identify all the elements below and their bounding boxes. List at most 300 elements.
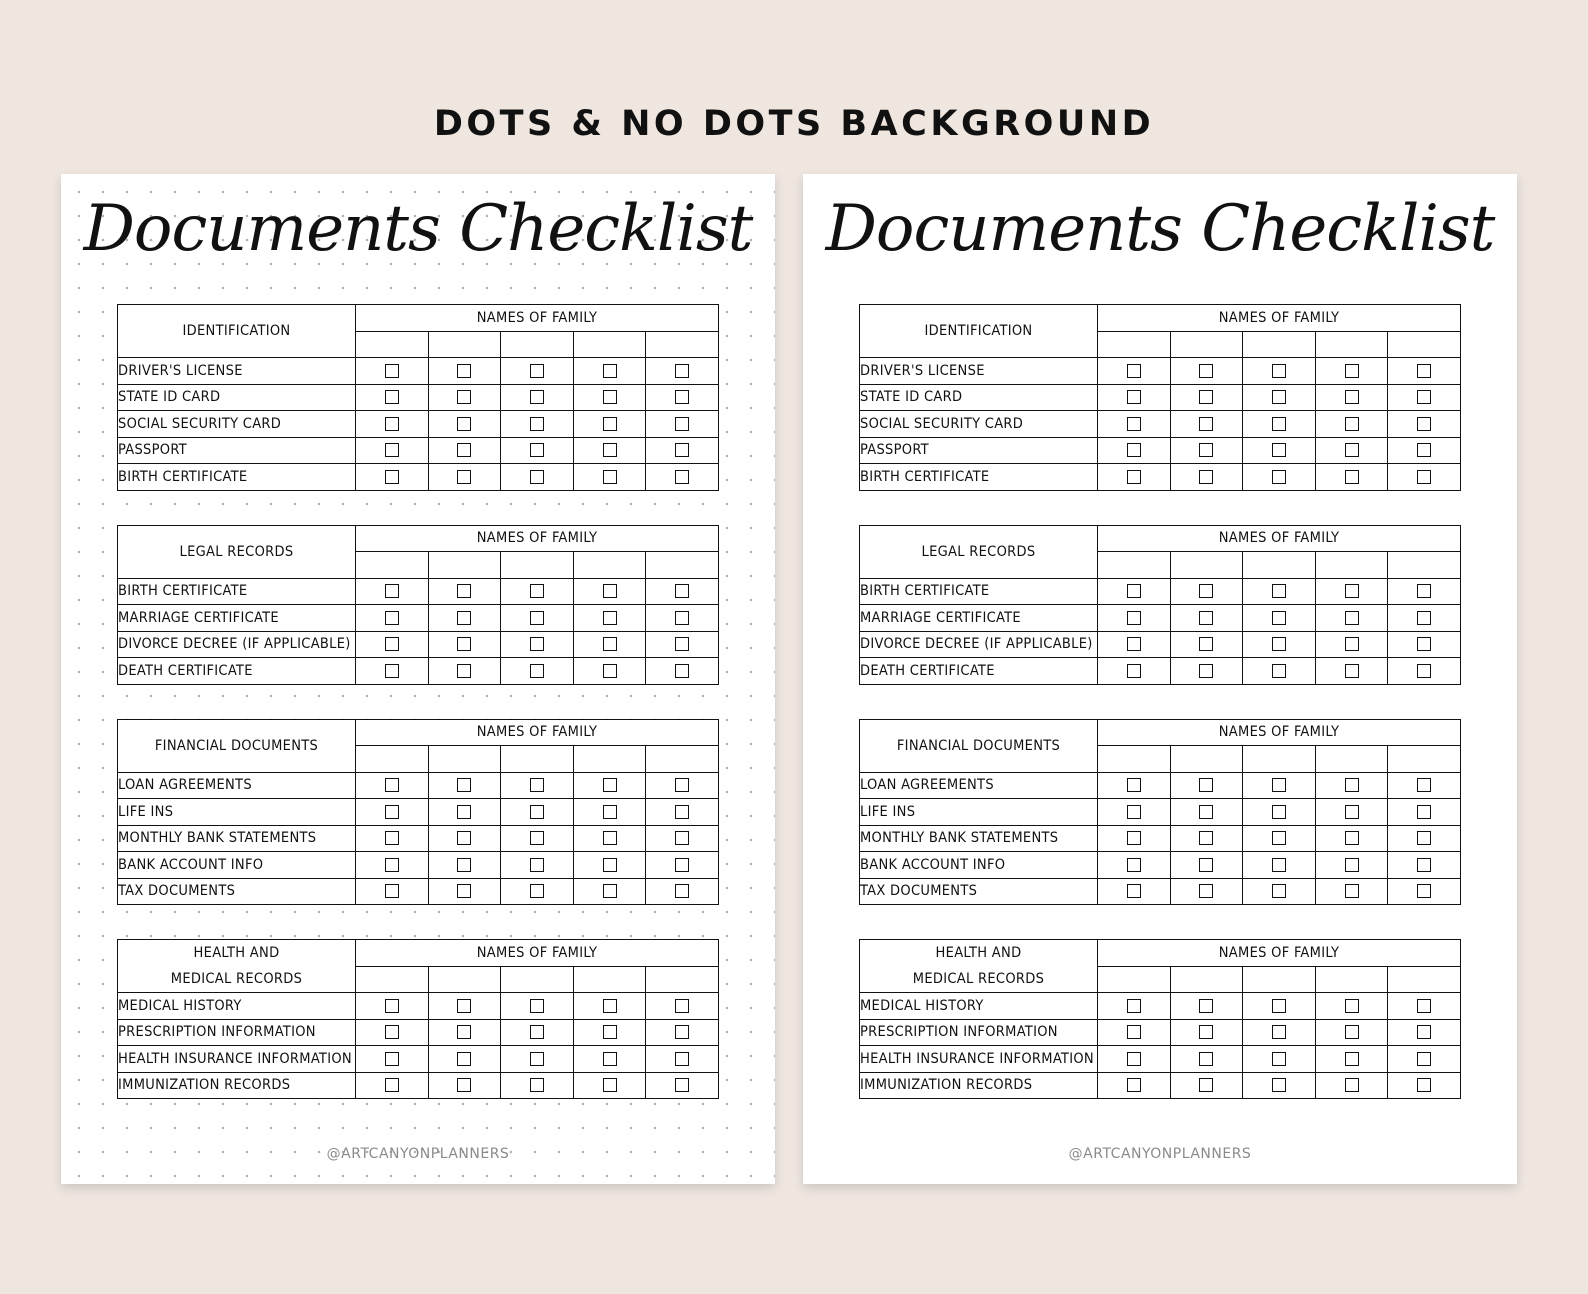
checkbox[interactable]	[385, 778, 399, 792]
checkbox[interactable]	[530, 664, 544, 678]
checkbox-cell	[1243, 658, 1316, 685]
checkbox-cell	[1170, 411, 1243, 438]
checkbox[interactable]	[675, 417, 689, 431]
checkbox-cell	[1170, 825, 1243, 852]
family-name-slot[interactable]	[1315, 552, 1388, 579]
checkbox[interactable]	[1417, 443, 1431, 457]
checkbox[interactable]	[1199, 664, 1213, 678]
checkbox[interactable]	[1199, 858, 1213, 872]
table-row	[118, 1019, 719, 1046]
checkbox[interactable]	[675, 831, 689, 845]
checkbox[interactable]	[1417, 611, 1431, 625]
checkbox[interactable]	[1345, 778, 1359, 792]
checkbox[interactable]	[385, 1052, 399, 1066]
checkbox-cell	[356, 411, 429, 438]
checkbox[interactable]	[603, 1052, 617, 1066]
checkbox[interactable]	[1272, 831, 1286, 845]
checkbox[interactable]	[1345, 611, 1359, 625]
checkbox[interactable]	[385, 470, 399, 484]
checkbox[interactable]	[1199, 1025, 1213, 1039]
checkbox[interactable]	[457, 470, 471, 484]
family-name-slot[interactable]	[573, 746, 646, 773]
checkbox-cell	[573, 1019, 646, 1046]
checkbox[interactable]	[1345, 443, 1359, 457]
checkbox[interactable]	[530, 637, 544, 651]
checkbox[interactable]	[530, 417, 544, 431]
checkbox[interactable]	[1345, 584, 1359, 598]
checkbox[interactable]	[1127, 417, 1141, 431]
checkbox-cell	[1170, 993, 1243, 1020]
checkbox[interactable]	[385, 805, 399, 819]
family-name-slot[interactable]	[646, 552, 719, 579]
checkbox-cell	[573, 878, 646, 905]
checkbox[interactable]	[603, 664, 617, 678]
checkbox[interactable]	[385, 390, 399, 404]
checkbox[interactable]	[1417, 1078, 1431, 1092]
checkbox-cell	[1315, 1072, 1388, 1099]
checkbox[interactable]	[1199, 999, 1213, 1013]
checkbox-cell	[1243, 631, 1316, 658]
checkbox[interactable]	[675, 1025, 689, 1039]
checkbox[interactable]	[1199, 584, 1213, 598]
family-name-slot[interactable]	[1098, 966, 1171, 993]
checkbox-cell	[573, 852, 646, 879]
family-name-slot[interactable]	[1315, 746, 1388, 773]
checkbox[interactable]	[457, 778, 471, 792]
family-name-slot[interactable]	[1388, 331, 1461, 358]
checkbox[interactable]	[385, 584, 399, 598]
checkbox[interactable]	[603, 611, 617, 625]
family-name-slot[interactable]	[1243, 331, 1316, 358]
checkbox[interactable]	[457, 1025, 471, 1039]
family-name-slot[interactable]	[573, 966, 646, 993]
checkbox[interactable]	[675, 611, 689, 625]
checkbox-cell	[573, 411, 646, 438]
family-name-slot[interactable]	[1243, 552, 1316, 579]
table-row	[860, 631, 1461, 658]
checkbox-cell	[1315, 1019, 1388, 1046]
checkbox[interactable]	[457, 831, 471, 845]
checkbox[interactable]	[1199, 417, 1213, 431]
checkbox[interactable]	[603, 584, 617, 598]
checkbox-cell	[1243, 852, 1316, 879]
family-name-slot[interactable]	[501, 966, 574, 993]
table-row	[860, 578, 1461, 605]
document-item-label: BIRTH CERTIFICATE	[118, 464, 356, 491]
checkbox[interactable]	[457, 999, 471, 1013]
checkbox[interactable]	[1127, 805, 1141, 819]
checkbox-cell	[573, 1072, 646, 1099]
checkbox-cell	[501, 799, 574, 826]
checkbox[interactable]	[1127, 884, 1141, 898]
checkbox[interactable]	[1127, 364, 1141, 378]
checkbox-cell	[1170, 437, 1243, 464]
checkbox[interactable]	[1417, 364, 1431, 378]
checkbox[interactable]	[385, 443, 399, 457]
checkbox-cell	[1098, 878, 1171, 905]
checkbox[interactable]	[1127, 664, 1141, 678]
document-item-label: TAX DOCUMENTS	[118, 878, 356, 905]
checkbox[interactable]	[1417, 470, 1431, 484]
family-name-slot[interactable]	[1388, 746, 1461, 773]
checkbox[interactable]	[530, 778, 544, 792]
checkbox[interactable]	[1272, 999, 1286, 1013]
family-name-slot[interactable]	[1243, 746, 1316, 773]
document-item-label: STATE ID CARD	[860, 384, 1098, 411]
table-row	[118, 658, 719, 685]
checkbox-cell	[356, 384, 429, 411]
checkbox-cell	[1098, 1046, 1171, 1073]
checkbox[interactable]	[1272, 417, 1286, 431]
checkbox[interactable]	[675, 584, 689, 598]
table-row	[118, 878, 719, 905]
checkbox-cell	[1170, 878, 1243, 905]
checkbox[interactable]	[1345, 1025, 1359, 1039]
checkbox[interactable]	[1199, 805, 1213, 819]
checkbox[interactable]	[1199, 1078, 1213, 1092]
checkbox-cell	[1098, 358, 1171, 385]
checkbox[interactable]	[603, 390, 617, 404]
family-name-slot[interactable]	[1098, 552, 1171, 579]
checkbox[interactable]	[530, 364, 544, 378]
checkbox[interactable]	[1272, 470, 1286, 484]
checkbox[interactable]	[457, 417, 471, 431]
checkbox[interactable]	[1127, 778, 1141, 792]
checkbox[interactable]	[603, 805, 617, 819]
checkbox[interactable]	[457, 884, 471, 898]
checkbox[interactable]	[1345, 417, 1359, 431]
family-name-slot[interactable]	[1170, 966, 1243, 993]
checkbox[interactable]	[1272, 778, 1286, 792]
checkbox[interactable]	[603, 831, 617, 845]
checkbox[interactable]	[1345, 999, 1359, 1013]
checkbox[interactable]	[1127, 1025, 1141, 1039]
checkbox-cell	[573, 358, 646, 385]
checkbox[interactable]	[1417, 831, 1431, 845]
names-of-family-header: NAMES OF FAMILY	[356, 525, 719, 552]
checkbox[interactable]	[1272, 858, 1286, 872]
checkbox[interactable]	[675, 858, 689, 872]
checkbox[interactable]	[457, 858, 471, 872]
checkbox[interactable]	[1417, 664, 1431, 678]
checkbox[interactable]	[603, 364, 617, 378]
checkbox-cell	[1098, 1019, 1171, 1046]
checkbox[interactable]	[1199, 1052, 1213, 1066]
checkbox[interactable]	[1272, 364, 1286, 378]
checkbox[interactable]	[1272, 1025, 1286, 1039]
checkbox[interactable]	[385, 611, 399, 625]
checkbox[interactable]	[1272, 1052, 1286, 1066]
checkbox[interactable]	[1199, 443, 1213, 457]
checkbox[interactable]	[603, 417, 617, 431]
checkbox[interactable]	[1417, 999, 1431, 1013]
checkbox-cell	[1170, 384, 1243, 411]
family-name-slot[interactable]	[1315, 331, 1388, 358]
checkbox[interactable]	[1272, 1078, 1286, 1092]
names-of-family-header: NAMES OF FAMILY	[356, 940, 719, 967]
checkbox[interactable]	[603, 858, 617, 872]
family-name-slot[interactable]	[646, 966, 719, 993]
checkbox[interactable]	[530, 1025, 544, 1039]
checkbox-cell	[1098, 658, 1171, 685]
checkbox[interactable]	[1417, 1025, 1431, 1039]
checkbox-cell	[428, 578, 501, 605]
checkbox[interactable]	[675, 443, 689, 457]
checkbox[interactable]	[603, 637, 617, 651]
checkbox-cell	[1388, 437, 1461, 464]
checkbox[interactable]	[1345, 390, 1359, 404]
family-name-slot[interactable]	[573, 552, 646, 579]
checkbox[interactable]	[1127, 611, 1141, 625]
checkbox-cell	[356, 852, 429, 879]
family-name-slot[interactable]	[573, 331, 646, 358]
checkbox[interactable]	[1345, 1052, 1359, 1066]
checkbox-cell	[573, 437, 646, 464]
checkbox[interactable]	[1417, 858, 1431, 872]
checkbox[interactable]	[1345, 805, 1359, 819]
checkbox[interactable]	[1127, 390, 1141, 404]
checkbox[interactable]	[1417, 805, 1431, 819]
checkbox[interactable]	[1127, 1052, 1141, 1066]
checkbox[interactable]	[530, 470, 544, 484]
family-name-slot[interactable]	[646, 331, 719, 358]
checkbox[interactable]	[530, 999, 544, 1013]
family-name-slot[interactable]	[1170, 746, 1243, 773]
checkbox[interactable]	[1272, 584, 1286, 598]
checkbox[interactable]	[530, 390, 544, 404]
checkbox[interactable]	[675, 805, 689, 819]
checkbox[interactable]	[530, 584, 544, 598]
checkbox[interactable]	[530, 1052, 544, 1066]
family-name-slot[interactable]	[1315, 966, 1388, 993]
checkbox[interactable]	[385, 831, 399, 845]
checkbox[interactable]	[603, 884, 617, 898]
checkbox[interactable]	[675, 778, 689, 792]
checkbox[interactable]	[1127, 1078, 1141, 1092]
checkbox[interactable]	[457, 364, 471, 378]
checkbox[interactable]	[530, 884, 544, 898]
checkbox[interactable]	[385, 664, 399, 678]
family-name-slot[interactable]	[501, 331, 574, 358]
checkbox[interactable]	[603, 999, 617, 1013]
checkbox[interactable]	[1199, 470, 1213, 484]
family-name-slot[interactable]	[356, 552, 429, 579]
document-item-label: PASSPORT	[118, 437, 356, 464]
checkbox[interactable]	[1199, 778, 1213, 792]
checkbox[interactable]	[1272, 664, 1286, 678]
checkbox-cell	[646, 772, 719, 799]
checkbox[interactable]	[457, 443, 471, 457]
checkbox-cell	[356, 1019, 429, 1046]
checkbox[interactable]	[530, 858, 544, 872]
checkbox[interactable]	[1199, 390, 1213, 404]
checkbox[interactable]	[603, 443, 617, 457]
checkbox-cell	[1388, 1046, 1461, 1073]
checkbox-cell	[1243, 384, 1316, 411]
checkbox-cell	[1388, 1019, 1461, 1046]
checkbox[interactable]	[385, 364, 399, 378]
checkbox[interactable]	[1199, 364, 1213, 378]
checkbox[interactable]	[385, 1078, 399, 1092]
checkbox-cell	[1315, 825, 1388, 852]
checkbox-cell	[1315, 852, 1388, 879]
checkbox[interactable]	[1417, 390, 1431, 404]
checkbox[interactable]	[1417, 1052, 1431, 1066]
family-name-slot[interactable]	[356, 331, 429, 358]
checkbox-cell	[428, 1072, 501, 1099]
checkbox[interactable]	[675, 390, 689, 404]
document-item-label: HEALTH INSURANCE INFORMATION	[860, 1046, 1098, 1073]
checkbox[interactable]	[1199, 831, 1213, 845]
checkbox[interactable]	[675, 999, 689, 1013]
family-name-slot[interactable]	[1243, 966, 1316, 993]
checkbox-cell	[1170, 658, 1243, 685]
table-row	[118, 772, 719, 799]
checkbox[interactable]	[1272, 443, 1286, 457]
family-name-slot[interactable]	[428, 331, 501, 358]
checkbox[interactable]	[457, 1078, 471, 1092]
checkbox[interactable]	[1199, 884, 1213, 898]
family-name-slot[interactable]	[1170, 552, 1243, 579]
checkbox-cell	[501, 1019, 574, 1046]
checkbox[interactable]	[1127, 443, 1141, 457]
family-name-slot[interactable]	[428, 552, 501, 579]
checkbox-cell	[573, 658, 646, 685]
section-title: IDENTIFICATION	[118, 305, 356, 358]
checkbox-cell	[1388, 411, 1461, 438]
checkbox[interactable]	[675, 637, 689, 651]
checkbox[interactable]	[603, 778, 617, 792]
checkbox[interactable]	[385, 417, 399, 431]
checkbox[interactable]	[675, 1078, 689, 1092]
checkbox[interactable]	[385, 637, 399, 651]
checkbox[interactable]	[603, 1025, 617, 1039]
checkbox[interactable]	[385, 999, 399, 1013]
checkbox[interactable]	[457, 390, 471, 404]
family-name-slot[interactable]	[501, 552, 574, 579]
checkbox[interactable]	[1127, 858, 1141, 872]
checkbox[interactable]	[1127, 584, 1141, 598]
checkbox-cell	[501, 658, 574, 685]
checkbox[interactable]	[1199, 637, 1213, 651]
checkbox[interactable]	[385, 884, 399, 898]
checkbox-cell	[501, 437, 574, 464]
checkbox[interactable]	[457, 805, 471, 819]
checkbox-cell	[1315, 772, 1388, 799]
family-name-slot[interactable]	[501, 746, 574, 773]
checkbox[interactable]	[1272, 611, 1286, 625]
family-name-slot[interactable]	[428, 746, 501, 773]
checkbox[interactable]	[530, 443, 544, 457]
family-name-slot[interactable]	[1170, 331, 1243, 358]
checkbox-cell	[356, 1046, 429, 1073]
family-name-slot[interactable]	[1098, 746, 1171, 773]
checkbox[interactable]	[1272, 390, 1286, 404]
section-table	[859, 525, 1461, 685]
table-row	[118, 799, 719, 826]
checkbox[interactable]	[675, 884, 689, 898]
checkbox[interactable]	[1345, 470, 1359, 484]
checkbox[interactable]	[457, 584, 471, 598]
checkbox[interactable]	[457, 611, 471, 625]
checkbox[interactable]	[675, 364, 689, 378]
checkbox[interactable]	[1345, 831, 1359, 845]
checkbox-cell	[501, 605, 574, 632]
checkbox[interactable]	[1417, 637, 1431, 651]
checkbox[interactable]	[385, 858, 399, 872]
family-name-slot[interactable]	[1388, 552, 1461, 579]
checkbox-cell	[1243, 464, 1316, 491]
checkbox[interactable]	[530, 805, 544, 819]
family-name-slot[interactable]	[1098, 331, 1171, 358]
checkbox-cell	[1243, 1019, 1316, 1046]
checkbox[interactable]	[603, 470, 617, 484]
checkbox[interactable]	[457, 637, 471, 651]
checkbox[interactable]	[1417, 778, 1431, 792]
checkbox-cell	[428, 411, 501, 438]
checkbox-cell	[646, 411, 719, 438]
checkbox[interactable]	[457, 664, 471, 678]
family-name-slot[interactable]	[646, 746, 719, 773]
checkbox[interactable]	[1199, 611, 1213, 625]
table-row	[860, 358, 1461, 385]
checkbox[interactable]	[1127, 999, 1141, 1013]
checkbox-cell	[501, 825, 574, 852]
checkbox[interactable]	[675, 664, 689, 678]
checkbox[interactable]	[1272, 805, 1286, 819]
family-name-slot[interactable]	[428, 966, 501, 993]
document-item-label: BANK ACCOUNT INFO	[118, 852, 356, 879]
checkbox[interactable]	[1417, 584, 1431, 598]
checkbox[interactable]	[675, 470, 689, 484]
checkbox-cell	[1098, 772, 1171, 799]
checkbox[interactable]	[1127, 831, 1141, 845]
checkbox[interactable]	[1345, 1078, 1359, 1092]
checkbox[interactable]	[675, 1052, 689, 1066]
checkbox[interactable]	[530, 831, 544, 845]
checkbox-cell	[356, 578, 429, 605]
checkbox[interactable]	[1127, 637, 1141, 651]
checkbox-cell	[646, 852, 719, 879]
checkbox[interactable]	[1272, 637, 1286, 651]
checkbox-cell	[1243, 825, 1316, 852]
table-row	[860, 658, 1461, 685]
section-title: LEGAL RECORDS	[860, 525, 1098, 578]
checkbox[interactable]	[1272, 884, 1286, 898]
checkbox[interactable]	[530, 1078, 544, 1092]
checkbox[interactable]	[1417, 884, 1431, 898]
family-name-slot[interactable]	[356, 746, 429, 773]
family-name-slot[interactable]	[356, 966, 429, 993]
checkbox[interactable]	[603, 1078, 617, 1092]
checkbox[interactable]	[1417, 417, 1431, 431]
checkbox[interactable]	[530, 611, 544, 625]
table-row	[118, 852, 719, 879]
checkbox[interactable]	[385, 1025, 399, 1039]
checkbox-cell	[1170, 1019, 1243, 1046]
checkbox[interactable]	[1127, 470, 1141, 484]
checkbox[interactable]	[1345, 858, 1359, 872]
checkbox-cell	[501, 631, 574, 658]
checklist-sections	[859, 304, 1461, 1133]
checkbox[interactable]	[457, 1052, 471, 1066]
checkbox[interactable]	[1345, 364, 1359, 378]
checkbox[interactable]	[1345, 884, 1359, 898]
checkbox[interactable]	[1345, 637, 1359, 651]
checkbox[interactable]	[1345, 664, 1359, 678]
document-item-label: STATE ID CARD	[118, 384, 356, 411]
family-name-slot[interactable]	[1388, 966, 1461, 993]
